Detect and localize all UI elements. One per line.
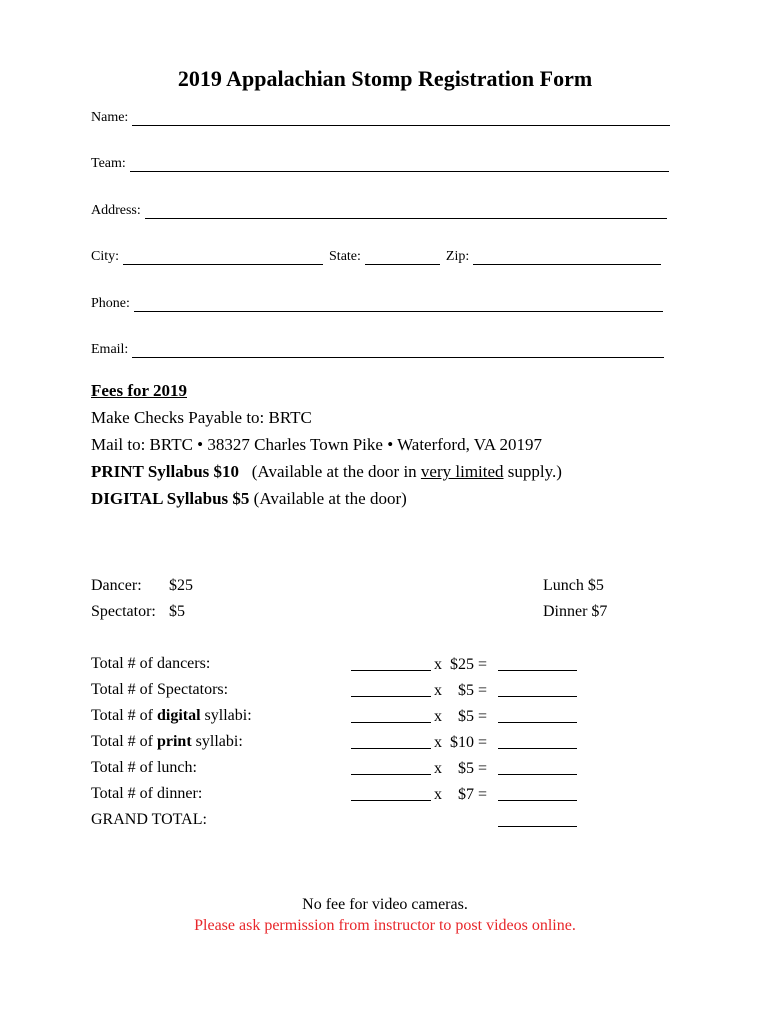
result-blank[interactable] [498, 708, 577, 728]
total-row-label: Total # of lunch: [91, 759, 197, 776]
team-input[interactable] [130, 157, 669, 172]
digital-syllabus-line [91, 485, 562, 512]
print-syllabus-line [91, 458, 562, 485]
multiplier-text: x $10 = [434, 734, 488, 751]
city-state-zip-field [91, 249, 661, 265]
name-field [91, 110, 670, 126]
name-label: Name: [91, 110, 129, 125]
result-blank[interactable] [498, 760, 577, 780]
quantity-blank[interactable] [351, 656, 431, 676]
print-syllabus-label: PRINT Syllabus $10 [91, 462, 240, 481]
no-fee-notice: No fee for video cameras. [302, 896, 468, 913]
dinner-price: Dinner $7 [543, 603, 608, 620]
print-syllabus-note-post: supply.) [507, 462, 562, 481]
result-blank[interactable] [498, 734, 577, 754]
dancer-price-label: Dancer: [91, 577, 142, 594]
city-input[interactable] [123, 250, 323, 265]
checks-payable-text: Make Checks Payable to: BRTC [91, 408, 312, 427]
multiplier-text: x $25 = [434, 656, 488, 673]
zip-label: Zip: [445, 249, 470, 264]
print-syllabus-note-underlined: very limited [420, 462, 504, 481]
quantity-blank[interactable] [351, 734, 431, 754]
total-row-label: Total # of dancers: [91, 655, 211, 672]
multiplier-text: x $5 = [434, 760, 488, 777]
address-label: Address: [91, 203, 141, 218]
team-field [91, 156, 669, 172]
name-input[interactable] [132, 111, 670, 126]
grand-total-blank[interactable] [498, 812, 577, 832]
phone-label: Phone: [91, 296, 130, 311]
spectator-price-label: Spectator: [91, 603, 156, 620]
quantity-blank[interactable] [351, 682, 431, 702]
quantity-blank[interactable] [351, 708, 431, 728]
multiplier-text: x $5 = [434, 708, 488, 725]
email-input[interactable] [132, 343, 664, 358]
city-label: City: [91, 249, 120, 264]
total-row-label: Total # of print syllabi: [91, 733, 243, 750]
total-row-label: Total # of Spectators: [91, 681, 229, 698]
address-field [91, 203, 667, 219]
result-blank[interactable] [498, 656, 577, 676]
digital-syllabus-note: (Available at the door) [253, 489, 407, 508]
total-row-label: Total # of digital syllabi: [91, 707, 252, 724]
dancer-price-value: $25 [169, 577, 193, 594]
print-syllabus-note-pre: (Available at the door in [251, 462, 417, 481]
form-title: 2019 Appalachian Stomp Registration Form [177, 66, 593, 91]
result-blank[interactable] [498, 682, 577, 702]
fees-heading: Fees for 2019 [91, 381, 187, 400]
spectator-price-value: $5 [169, 603, 185, 620]
phone-field [91, 296, 663, 312]
multiplier-text: x $7 = [434, 786, 488, 803]
zip-input[interactable] [473, 250, 661, 265]
email-label: Email: [91, 342, 129, 357]
email-field [91, 342, 664, 358]
state-input[interactable] [365, 250, 440, 265]
result-blank[interactable] [498, 786, 577, 806]
address-input[interactable] [145, 204, 667, 219]
lunch-price: Lunch $5 [543, 577, 604, 594]
multiplier-text: x $5 = [434, 682, 488, 699]
grand-total-label: GRAND TOTAL: [91, 811, 207, 828]
team-label: Team: [91, 156, 126, 171]
fees-section [91, 377, 562, 512]
digital-syllabus-label: DIGITAL Syllabus $5 [91, 489, 250, 508]
quantity-blank[interactable] [351, 760, 431, 780]
state-label: State: [329, 249, 361, 264]
quantity-blank[interactable] [351, 786, 431, 806]
phone-input[interactable] [134, 297, 663, 312]
total-row-label: Total # of dinner: [91, 785, 203, 802]
permission-notice: Please ask permission from instructor to post videos online. [194, 917, 576, 934]
mail-to-text: Mail to: BRTC • 38327 Charles Town Pike • Waterford, VA 20197 [91, 435, 542, 454]
